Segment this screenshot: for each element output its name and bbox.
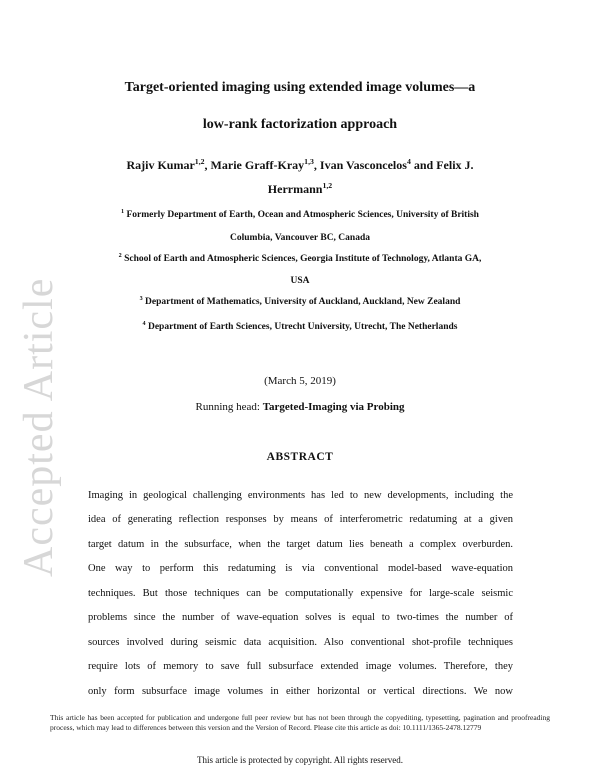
paper-title-line-1: Target-oriented imaging using extended image volumes—a xyxy=(124,80,476,95)
abstract-line: target datum in the subsurface, when the target datum lies beneath a complex overburden. xyxy=(88,539,513,550)
author-name: Ivan Vasconcelos xyxy=(319,158,407,172)
running-head-label: Running head: xyxy=(195,401,260,413)
author-separator: , xyxy=(204,158,211,172)
affiliation-marker: 4 xyxy=(142,320,146,327)
author-affiliation-marker: 1,2 xyxy=(322,181,333,190)
manuscript-date: (March 5, 2019) xyxy=(264,375,336,387)
abstract-line: Imaging in geological challenging environments has led to new developments, including the xyxy=(88,490,513,501)
affiliation-2 xyxy=(70,254,530,264)
running-head-value: Targeted-Imaging via Probing xyxy=(262,401,405,413)
affiliation-marker: 1 xyxy=(121,208,125,215)
authors-line-2 xyxy=(70,182,530,197)
author-name: Rajiv Kumar xyxy=(126,158,195,172)
affiliation-text: Formerly Department of Earth, Ocean and Atmospheric Sciences, University of British xyxy=(126,210,479,220)
author-name: Marie Graff-Kray xyxy=(210,158,305,172)
copyright-notice: This article is protected by copyright. All rights reserved. xyxy=(197,755,403,765)
affiliation-text: Department of Mathematics, University of Auckland, Auckland, New Zealand xyxy=(145,297,461,307)
affiliation-2-continued: USA xyxy=(290,276,310,286)
acceptance-notice: This article has been accepted for publication and undergone full peer review but has not been through the copyediting, typesetting, pagination and proofreading process, which may lead to differences between this version and the Version of Record. Please cite this article as doi: 10.1111/1365-2478.12779 xyxy=(50,713,550,732)
author-separator: and Felix J. xyxy=(410,158,474,172)
accepted-article-watermark: Accepted Article xyxy=(16,277,62,577)
affiliation-1 xyxy=(70,210,530,220)
abstract-heading: ABSTRACT xyxy=(266,451,334,463)
abstract-line: only form subsurface image volumes in either horizontal or vertical directions. We now xyxy=(88,686,513,697)
affiliation-1-continued: Columbia, Vancouver BC, Canada xyxy=(230,233,370,243)
affiliation-text: Department of Earth Sciences, Utrecht University, Utrecht, The Netherlands xyxy=(147,322,458,332)
abstract-line: One way to perform this redatuming is via conventional model-based wave-equation xyxy=(88,563,513,574)
affiliation-marker: 2 xyxy=(118,252,122,259)
affiliation-marker: 3 xyxy=(139,295,143,302)
paper-title-line-2: low-rank factorization approach xyxy=(202,117,398,132)
abstract-line: sources involved during seismic data acquisition. Also conventional shot-profile techniques xyxy=(88,637,513,648)
abstract-line: require lots of memory to save full subsurface extended image volumes. Therefore, they xyxy=(88,661,513,672)
authors-line-1 xyxy=(70,158,530,173)
running-head xyxy=(70,401,530,413)
abstract-line: problems since the number of wave-equation solves is equal to two-times the number of xyxy=(88,612,513,623)
affiliation-4 xyxy=(70,322,530,332)
author-affiliation-marker: 1,2 xyxy=(194,157,205,166)
abstract-line: techniques. But those techniques can be computationally expensive for large-scale seismic xyxy=(88,588,513,599)
affiliation-text: School of Earth and Atmospheric Sciences, Georgia Institute of Technology, Atlanta GA, xyxy=(124,254,482,264)
author-separator: , xyxy=(313,158,320,172)
affiliation-3 xyxy=(70,297,530,307)
abstract-line: idea of generating reflection responses by means of interferometric redatuming at a given xyxy=(88,514,513,525)
author-affiliation-marker: 1,3 xyxy=(304,157,314,166)
author-name: Herrmann xyxy=(267,182,323,196)
author-affiliation-marker: 4 xyxy=(406,157,411,166)
